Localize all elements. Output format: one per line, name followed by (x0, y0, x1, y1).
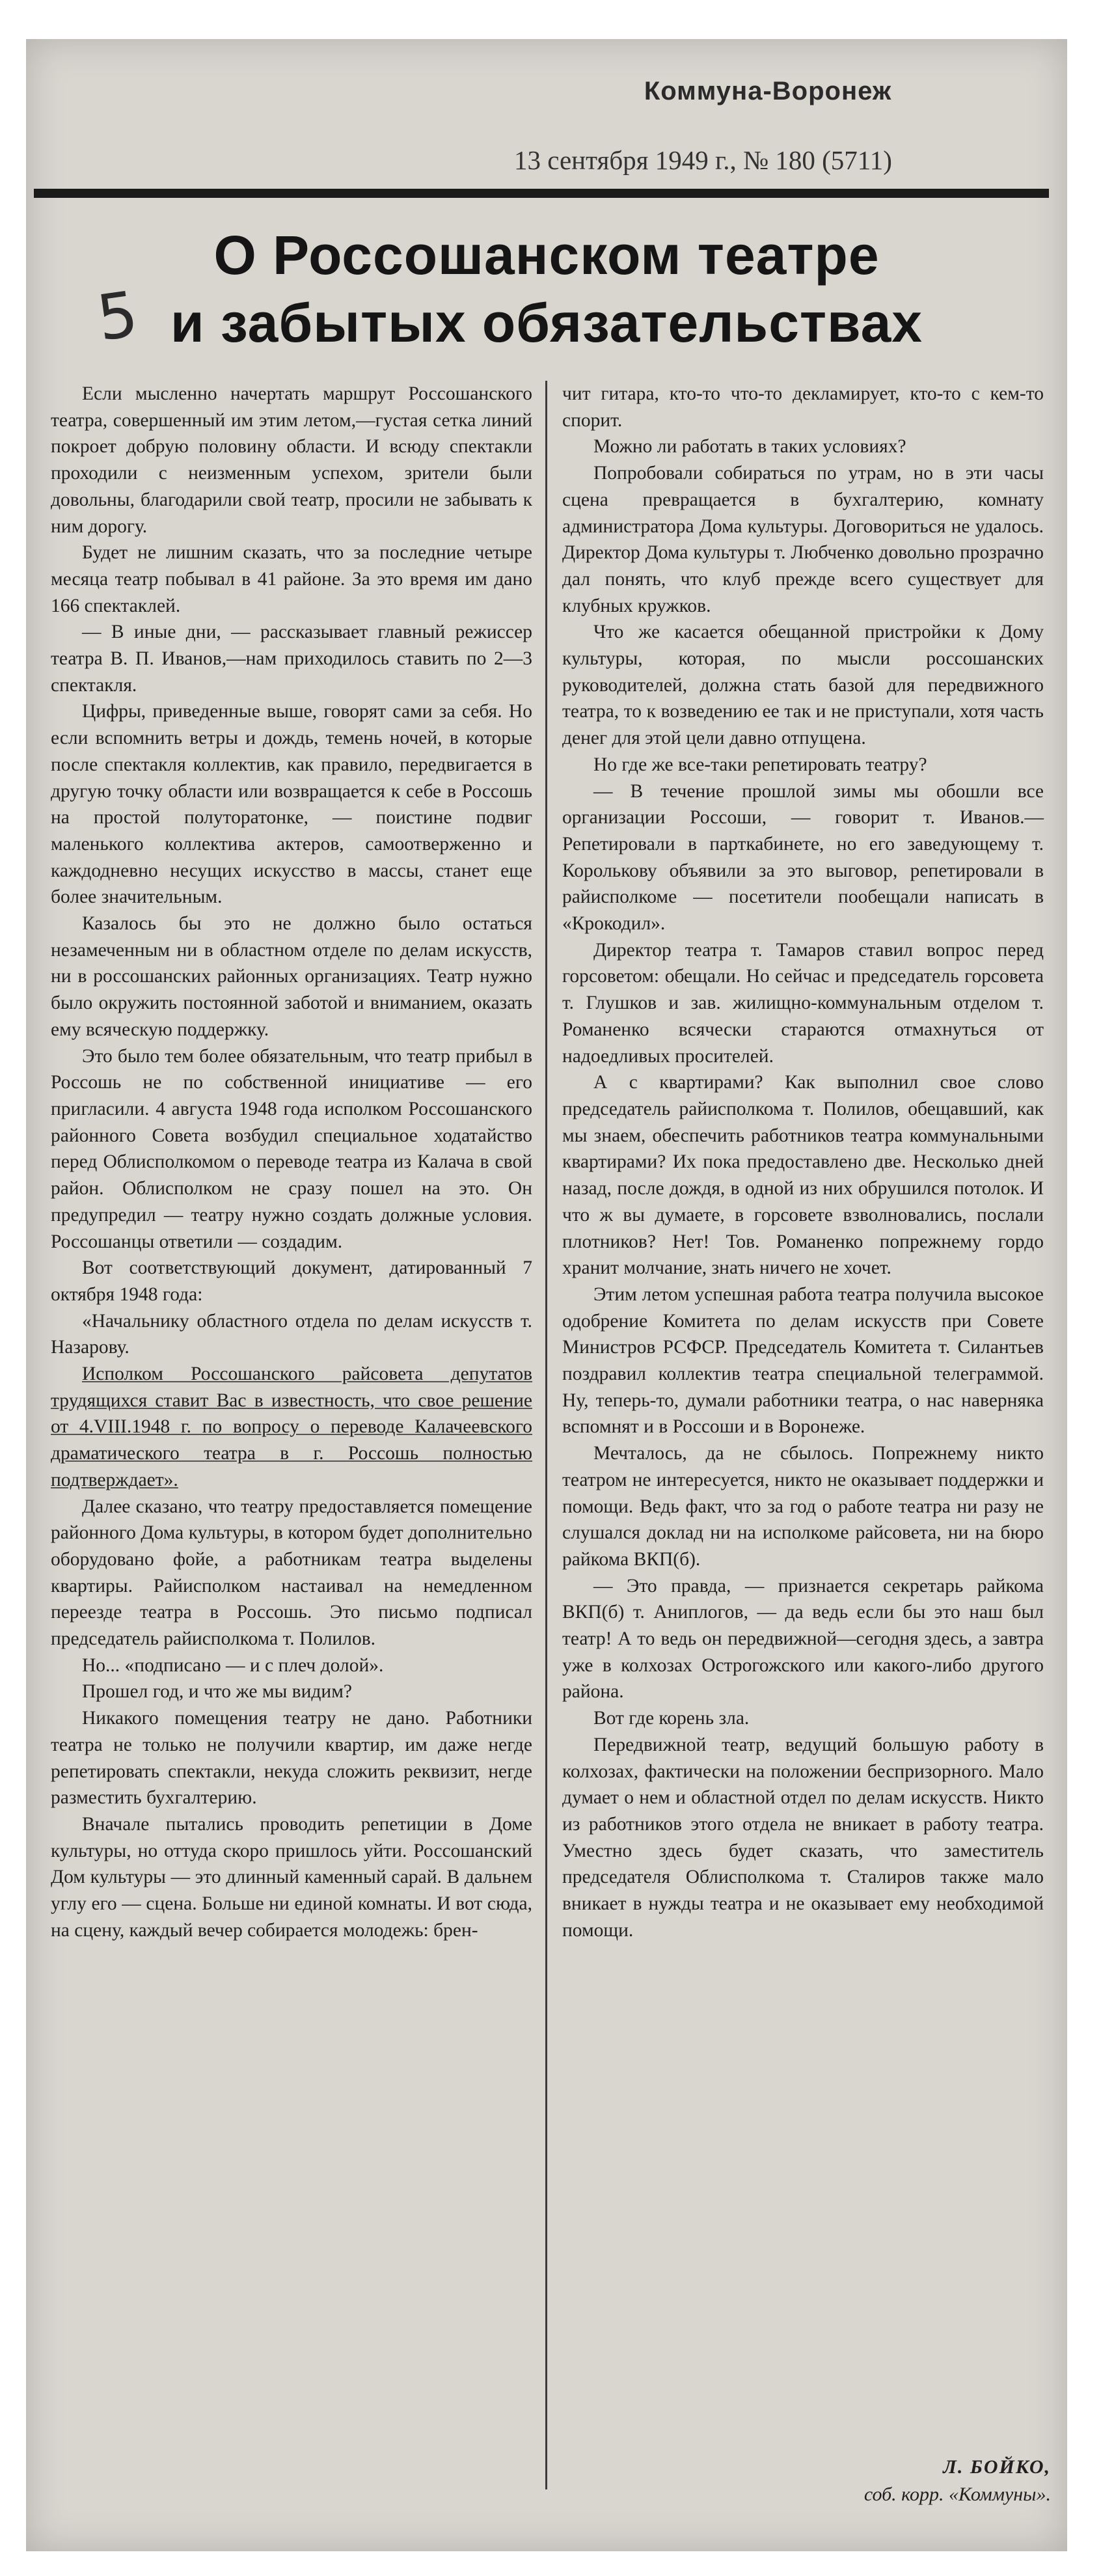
quoted-document: Исполком Россошанского райсовета депутатов трудящихся ставит Вас в известность, что свое решение от 4.VIII.1948 г. по вопросу о переводе Калачеевского драматического театра в г. Россошь полностью подтверждает». (51, 1363, 532, 1490)
dateline: 13 сентября 1949 г., № 180 (5711) (514, 145, 892, 175)
paragraph: — Это правда, — признается секретарь райкома ВКП(б) т. Аниплогов, — да ведь если бы это наш был театр! А то ведь он передвижной—сегодня здесь, а завтра уже в колхозах Острогожского или какого-либо другого района. (562, 1575, 1044, 1703)
paragraph: Никакого помещения театру не дано. Работники театра не только не получили квартир, им даже негде репетировать спектакли, некуда сложить реквизит, негде разместить бухгалтерию. (51, 1708, 532, 1809)
masthead-stamp: Коммуна-Воронеж (644, 77, 892, 105)
article-column-right (562, 381, 1044, 1943)
paragraph: Цифры, приведенные выше, говорят сами за себя. Но если вспомнить ветры и дождь, темень ночей, в которые после спектакля коллектив, как правило, передвигается в другую точку области или возвращается к себе в Россошь на простой полуторатонке, — поистине подвиг маленького коллектива актеров, самоотверженно и каждодневно несущих искусство в массы, станет еще более значительным. (51, 701, 532, 908)
paragraph: А с квартирами? Как выполнил свое слово председатель райисполкома т. Полилов, обещавший, как мы знаем, обеспечить работников театра коммунальными квартирами? Их пока предоставлено две. Несколько дней назад, после дождя, в одной из них обрушился потолок. И что ж вы думаете, в горсовете взволновались, послали плотников? Нет! Тов. Романенко попрежнему гордо хранит молчание, знать ничего не хочет. (562, 1072, 1044, 1279)
author-role: соб. корр. «Коммуны». (863, 2484, 1051, 2505)
paragraph: Прошел год, и что же мы видим? (82, 1681, 352, 1703)
paragraph: Что же касается обещанной пристройки к Дому культуры, которая, по мысли россошанских руководителей, должна стать базой для передвижного театра, то к возведению ее так и не приступали, хотя часть денег для этой цели давно отпущена. (562, 622, 1044, 749)
title-line-1: О Россошанском театре (213, 225, 880, 286)
paragraph: Вот соответствующий документ, датированный 7 октября 1948 года: (51, 1257, 532, 1305)
quoted-document: «Начальнику областного отдела по делам искусств т. Назарову. (51, 1310, 532, 1358)
paragraph: Вот где корень зла. (593, 1708, 750, 1729)
paragraph: Попробовали собираться по утрам, но в эти часы сцена превращается в бухгалтерию, комнату администратора Дома культуры. Договориться не удалось. Директор Дома культуры т. Любченко довольно прозрачно дал понять, что клуб прежде всего существует для клубных кружков. (562, 463, 1044, 616)
paragraph: Это было тем более обязательным, что театр прибыл в Россошь не по собственной инициативе — его пригласили. 4 августа 1948 года исполком Россошанского районного Совета возбудил специальное ходатайство перед Облисполкомом о переводе театра из Калача в свой район. Облисполком не сразу пошел на это. Он предупредил — театру нужно создать должные условия. Россошанцы ответили — создадим. (51, 1045, 532, 1252)
paragraph: Передвижной театр, ведущий большую работу в колхозах, фактически на положении беспризорного. Мало думает о нем и областной отдел по делам искусств. Никто из работников этого отдела не вникает в работу театра. Уместно здесь будет сказать, что заместитель председателя Облисполкома т. Сталиров также мало вникает в нужды театра и не оказывает ему необходимой помощи. (562, 1734, 1044, 1941)
author-signature (778, 2454, 1051, 2508)
paragraph-continued: чит гитара, кто-то что-то декламирует, кто-то с кем-то спорит. (562, 383, 1044, 431)
paragraph: Этим летом успешная работа театра получила высокое одобрение Комитета по делам искусств при Совете Министров РСФСР. Председатель Комитета т. Силантьев поздравил коллектив театра специальной телеграммой. Ну, теперь-то, думали работники театра, о нас наверняка вспомнят и в Россоши и в Воронеже. (562, 1283, 1044, 1438)
column-divider (545, 381, 547, 2489)
paragraph: Казалось бы это не должно было остаться незамеченным ни в областном отделе по делам искусств, ни в россошанских районных организациях. Театр нужно было окружить постоянной заботой и вниманием, оказать ему всяческую поддержку. (51, 913, 532, 1040)
paragraph: — В иные дни, — рассказывает главный режиссер театра В. П. Иванов,—нам приходилось ставить по 2—3 спектакля. (51, 622, 532, 696)
header-rule (34, 189, 1049, 198)
paragraph: Директор театра т. Тамаров ставил вопрос перед горсоветом: обещали. Но сейчас и председатель горсовета т. Глушков и зав. жилищно-коммунальным отделом т. Романенко всячески стараются отмахнуться от надоедливых просителей. (562, 939, 1044, 1067)
paragraph: Но где же все-таки репетировать театру? (593, 754, 927, 775)
handwritten-margin-note: 5 (92, 277, 143, 355)
paragraph: Вначале пытались проводить репетиции в Доме культуры, но оттуда скоро пришлось уйти. Россошанский Дом культуры — это длинный каменный сарай. В дальнем углу его — сцена. Больше ни единой комнаты. И вот сюда, на сцену, каждый вечер собирается молодежь: брен- (51, 1813, 532, 1941)
article-title (91, 221, 1002, 357)
author-name: Л. БОЙКО, (943, 2456, 1051, 2478)
paragraph: Можно ли работать в таких условиях? (593, 436, 906, 458)
paragraph: Но... «подписано — и с плеч долой». (82, 1654, 384, 1676)
paragraph: Мечталось, да не сбылось. Попрежнему никто театром не интересуется, никто не оказывает поддержки и помощи. Ведь факт, что за год о работе театра ни разу не слушался доклад ни на исполкоме райсовета, ни на бюро райкома ВКП(б). (562, 1443, 1044, 1570)
paragraph: Далее сказано, что театру предоставляется помещение районного Дома культуры, в котором будет дополнительно оборудовано фойе, а работникам театра выделены квартиры. Райисполком настаивал на немедленном переезде театра в Россошь. Это письмо подписал председатель райисполкома т. Полилов. (51, 1496, 532, 1650)
article-column-left (51, 381, 532, 1943)
title-line-2: и забытых обязательствах (170, 292, 923, 353)
paragraph: — В течение прошлой зимы мы обошли все организации Россоши, — говорит т. Иванов.—Репетировали в парткабинете, но его заведующему т. Королькову объявили за это выговор, репетировали в райисполкоме — посетители пообещали написать в «Крокодил». (562, 780, 1044, 935)
paragraph: Если мысленно начертать маршрут Россошанского театра, совершенный им этим летом,—густая сетка линий покроет добрую половину области. И всюду спектакли проходили с неизменным успехом, зрители были довольны, благодарили свой театр, просили не забывать к ним дорогу. (51, 383, 532, 537)
paragraph: Будет не лишним сказать, что за последние четыре месяца театр побывал в 41 районе. За это время им дано 166 спектаклей. (51, 542, 532, 616)
